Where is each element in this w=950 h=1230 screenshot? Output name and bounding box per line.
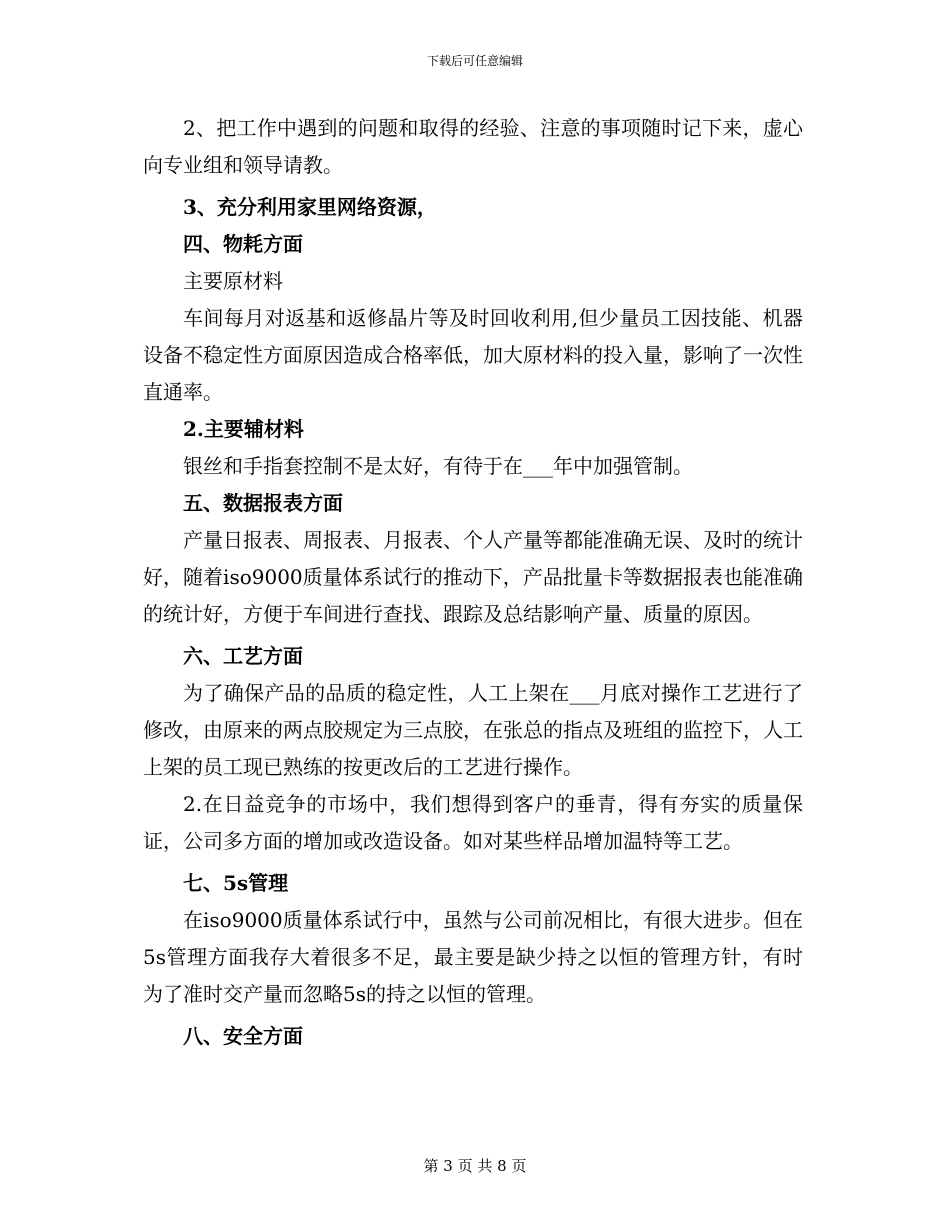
paragraph-process-equipment: 2.在日益竞争的市场中，我们想得到客户的垂青，得有夯实的质量保证，公司多方面的增加或改造设备。如对某些样品增加温特等工艺。 xyxy=(143,792,803,853)
heading-process: 六、工艺方面 xyxy=(183,644,303,668)
subheading-auxiliary-materials: 2.主要辅材料 xyxy=(183,417,304,441)
paragraph-record-lessons: 2、把工作中遇到的问题和取得的经验、注意的事项随时记下来，虚心向专业组和领导请教。 xyxy=(143,116,803,177)
paragraph-process-change: 为了确保产品的品质的稳定性，人工上架在___月底对操作工艺进行了修改，由原来的两点胶规定为三点胶，在张总的指点及班组的监控下，人工上架的员工现已熟练的按更改后的工艺进行操作。 xyxy=(143,681,803,779)
page-header: 下载后可任意编辑 xyxy=(426,54,523,68)
heading-data-reports: 五、数据报表方面 xyxy=(183,491,343,515)
paragraph-5s-management: 在iso9000质量体系试行中，虽然与公司前况相比，有很大进步。但在5s管理方面我存大着很多不足，最主要是缺少持之以恒的管理方针，有时为了准时交产量而忽略5s的持之以恒的管理。 xyxy=(143,908,803,1006)
paragraph-raw-materials: 车间每月对返基和返修晶片等及时回收利用,但少量员工因技能、机器设备不稳定性方面原因造成合格率低，加大原材料的投入量，影响了一次性直通率。 xyxy=(143,306,803,404)
paragraph-data-reports: 产量日报表、周报表、月报表、个人产量等都能准确无误、及时的统计好，随着iso9000质量体系试行的推动下，产品批量卡等数据报表也能准确的统计好，方便于车间进行查找、跟踪及总结影响产量、质量的原因。 xyxy=(143,528,803,626)
subheading-main-raw-materials: 主要原材料 xyxy=(183,269,283,293)
heading-5s-management: 七、5s管理 xyxy=(183,871,289,895)
document-body xyxy=(143,110,803,1055)
page-footer: 第 3 页 共 8 页 xyxy=(423,1157,527,1175)
heading-safety: 八、安全方面 xyxy=(183,1024,303,1048)
paragraph-network-resources: 3、充分利用家里网络资源， xyxy=(183,195,437,219)
heading-material-consumption: 四、物耗方面 xyxy=(183,232,303,256)
paragraph-auxiliary-materials: 银丝和手指套控制不是太好，有待于在___年中加强管制。 xyxy=(183,454,693,478)
